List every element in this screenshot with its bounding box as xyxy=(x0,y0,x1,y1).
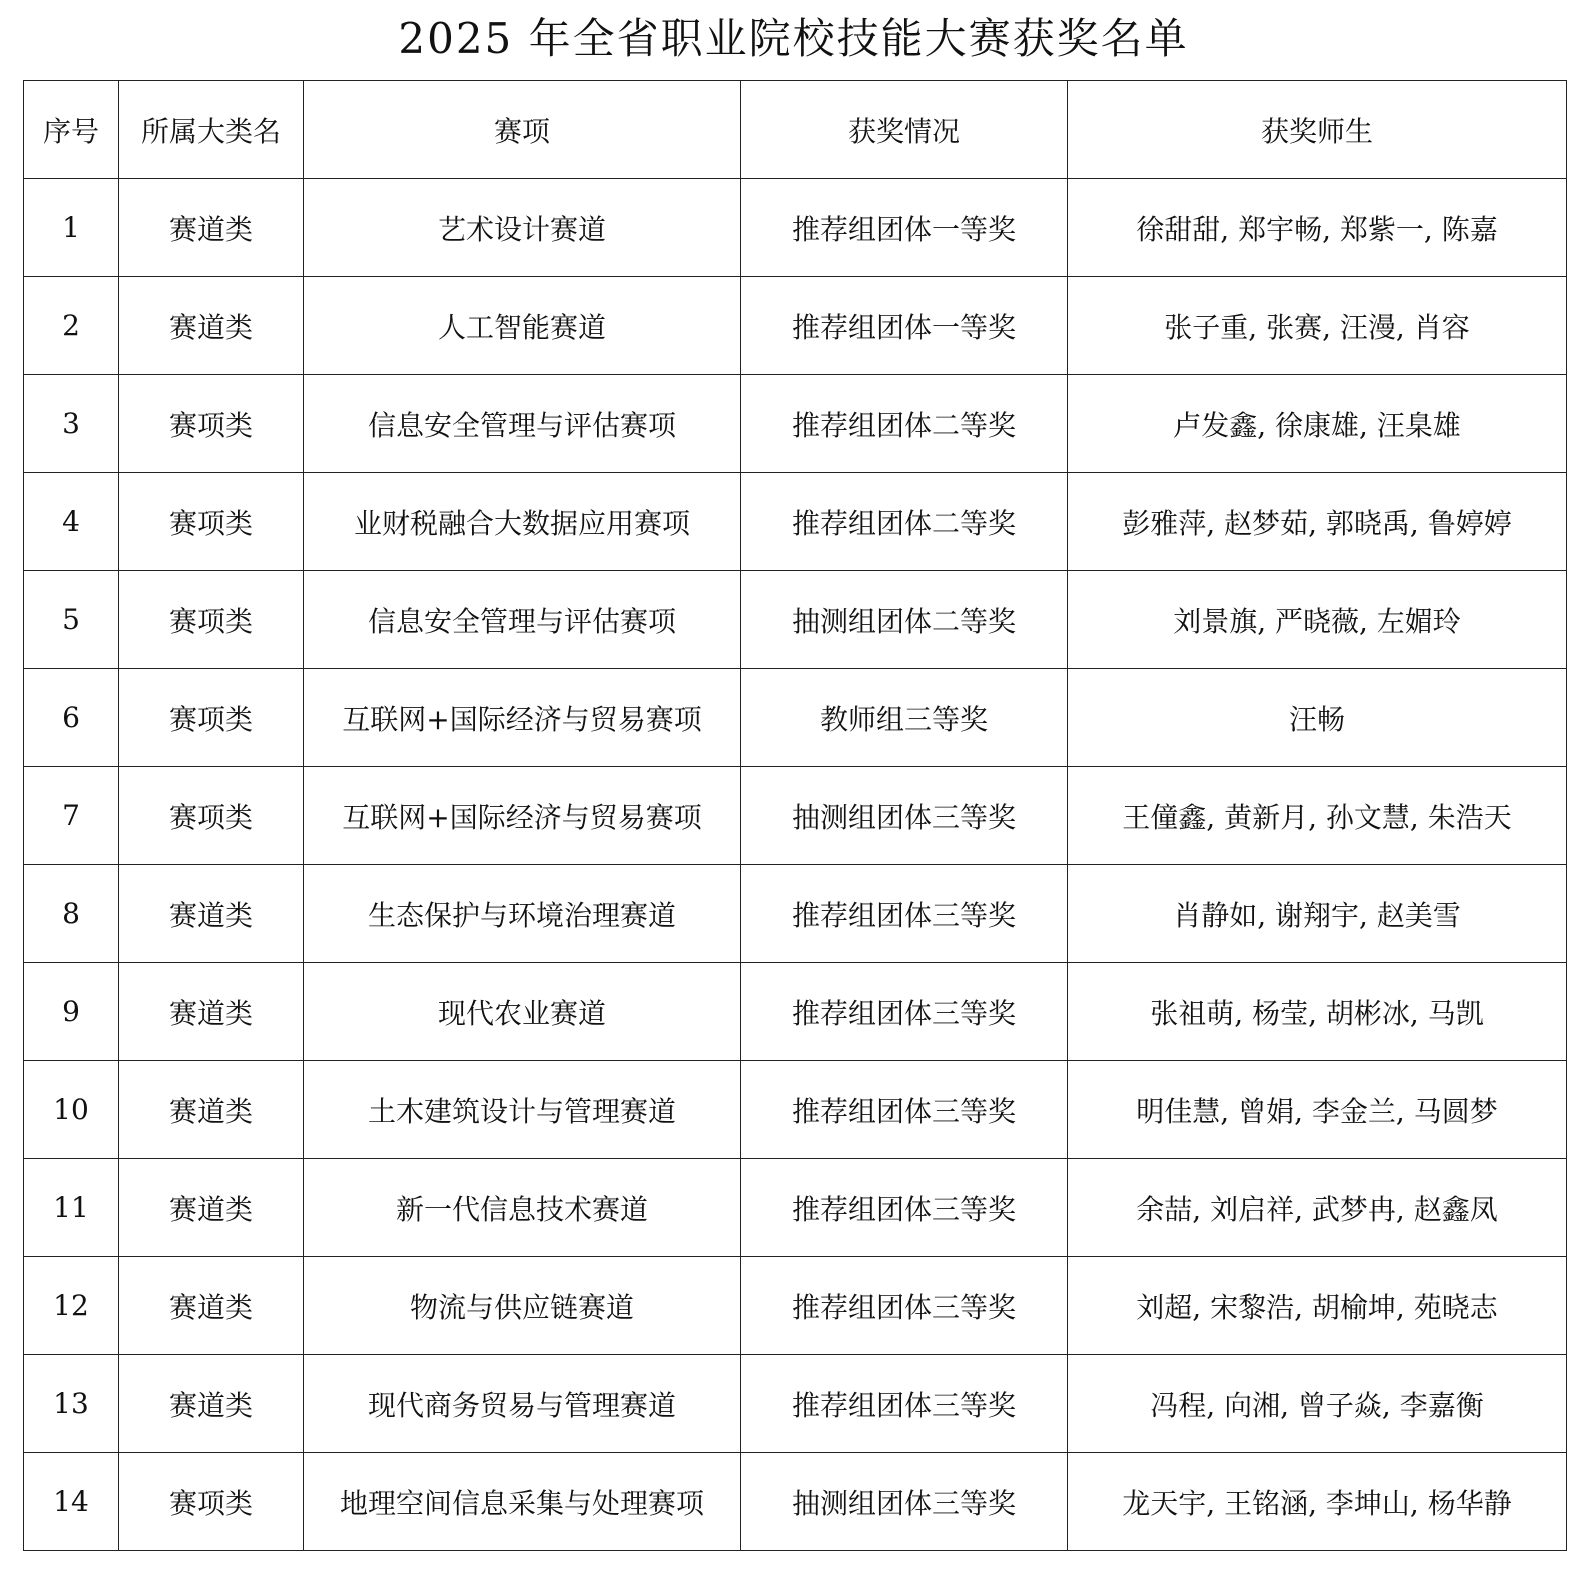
cell-award: 教师组三等奖 xyxy=(741,669,1068,767)
cell-no: 10 xyxy=(24,1061,119,1159)
cell-event: 生态保护与环境治理赛道 xyxy=(304,865,741,963)
cell-no: 6 xyxy=(24,669,119,767)
cell-event: 现代农业赛道 xyxy=(304,963,741,1061)
cell-winners: 肖静如, 谢翔宇, 赵美雪 xyxy=(1068,865,1567,963)
cell-category: 赛道类 xyxy=(119,179,304,277)
header-award: 获奖情况 xyxy=(741,81,1068,179)
cell-winners: 徐甜甜, 郑宇畅, 郑紫一, 陈嘉 xyxy=(1068,179,1567,277)
cell-category: 赛道类 xyxy=(119,1257,304,1355)
cell-no: 14 xyxy=(24,1453,119,1551)
cell-no: 1 xyxy=(24,179,119,277)
table-row xyxy=(24,375,1567,473)
cell-winners: 卢发鑫, 徐康雄, 汪臬雄 xyxy=(1068,375,1567,473)
header-no: 序号 xyxy=(24,81,119,179)
table-row xyxy=(24,1453,1567,1551)
cell-winners: 明佳慧, 曾娟, 李金兰, 马圆梦 xyxy=(1068,1061,1567,1159)
cell-award: 抽测组团体三等奖 xyxy=(741,767,1068,865)
cell-award: 推荐组团体三等奖 xyxy=(741,1257,1068,1355)
cell-category: 赛项类 xyxy=(119,375,304,473)
cell-category: 赛道类 xyxy=(119,865,304,963)
cell-winners: 汪畅 xyxy=(1068,669,1567,767)
cell-no: 9 xyxy=(24,963,119,1061)
cell-winners: 彭雅萍, 赵梦茹, 郭晓禹, 鲁婷婷 xyxy=(1068,473,1567,571)
cell-winners: 龙天宇, 王铭涵, 李坤山, 杨华静 xyxy=(1068,1453,1567,1551)
cell-event: 艺术设计赛道 xyxy=(304,179,741,277)
cell-category: 赛项类 xyxy=(119,571,304,669)
cell-no: 4 xyxy=(24,473,119,571)
cell-award: 推荐组团体一等奖 xyxy=(741,277,1068,375)
table-row xyxy=(24,571,1567,669)
table-row xyxy=(24,1061,1567,1159)
cell-event: 信息安全管理与评估赛项 xyxy=(304,571,741,669)
cell-event: 人工智能赛道 xyxy=(304,277,741,375)
table-row xyxy=(24,1257,1567,1355)
cell-winners: 王僮鑫, 黄新月, 孙文慧, 朱浩天 xyxy=(1068,767,1567,865)
cell-no: 3 xyxy=(24,375,119,473)
cell-award: 抽测组团体三等奖 xyxy=(741,1453,1068,1551)
cell-event: 信息安全管理与评估赛项 xyxy=(304,375,741,473)
table-row xyxy=(24,277,1567,375)
cell-award: 推荐组团体一等奖 xyxy=(741,179,1068,277)
cell-winners: 刘超, 宋黎浩, 胡榆坤, 苑晓志 xyxy=(1068,1257,1567,1355)
cell-category: 赛道类 xyxy=(119,963,304,1061)
header-category: 所属大类名 xyxy=(119,81,304,179)
header-row xyxy=(24,81,1567,179)
cell-no: 8 xyxy=(24,865,119,963)
cell-event: 现代商务贸易与管理赛道 xyxy=(304,1355,741,1453)
cell-category: 赛道类 xyxy=(119,1159,304,1257)
cell-no: 11 xyxy=(24,1159,119,1257)
cell-award: 推荐组团体二等奖 xyxy=(741,473,1068,571)
table-row xyxy=(24,669,1567,767)
table-row xyxy=(24,1355,1567,1453)
awards-table xyxy=(23,80,1567,1551)
cell-event: 新一代信息技术赛道 xyxy=(304,1159,741,1257)
cell-event: 物流与供应链赛道 xyxy=(304,1257,741,1355)
cell-winners: 刘景旗, 严晓薇, 左媚玲 xyxy=(1068,571,1567,669)
cell-event: 互联网+国际经济与贸易赛项 xyxy=(304,669,741,767)
cell-award: 推荐组团体三等奖 xyxy=(741,963,1068,1061)
cell-no: 7 xyxy=(24,767,119,865)
cell-category: 赛项类 xyxy=(119,473,304,571)
cell-category: 赛道类 xyxy=(119,1355,304,1453)
table-row xyxy=(24,1159,1567,1257)
cell-event: 互联网+国际经济与贸易赛项 xyxy=(304,767,741,865)
cell-winners: 余喆, 刘启祥, 武梦冉, 赵鑫凤 xyxy=(1068,1159,1567,1257)
cell-event: 土木建筑设计与管理赛道 xyxy=(304,1061,741,1159)
page-title: 2025 年全省职业院校技能大赛获奖名单 xyxy=(398,14,1189,63)
cell-award: 推荐组团体三等奖 xyxy=(741,1355,1068,1453)
cell-award: 抽测组团体二等奖 xyxy=(741,571,1068,669)
header-winners: 获奖师生 xyxy=(1068,81,1567,179)
table-row xyxy=(24,767,1567,865)
cell-no: 12 xyxy=(24,1257,119,1355)
cell-event: 地理空间信息采集与处理赛项 xyxy=(304,1453,741,1551)
cell-no: 13 xyxy=(24,1355,119,1453)
cell-no: 5 xyxy=(24,571,119,669)
cell-category: 赛道类 xyxy=(119,1061,304,1159)
cell-category: 赛项类 xyxy=(119,767,304,865)
table-row xyxy=(24,963,1567,1061)
cell-no: 2 xyxy=(24,277,119,375)
table-row xyxy=(24,473,1567,571)
cell-award: 推荐组团体三等奖 xyxy=(741,1159,1068,1257)
cell-winners: 张祖萌, 杨莹, 胡彬冰, 马凯 xyxy=(1068,963,1567,1061)
cell-winners: 张子重, 张赛, 汪漫, 肖容 xyxy=(1068,277,1567,375)
cell-category: 赛项类 xyxy=(119,1453,304,1551)
cell-event: 业财税融合大数据应用赛项 xyxy=(304,473,741,571)
cell-winners: 冯程, 向湘, 曾子焱, 李嘉衡 xyxy=(1068,1355,1567,1453)
table-row xyxy=(24,179,1567,277)
cell-award: 推荐组团体三等奖 xyxy=(741,865,1068,963)
cell-category: 赛道类 xyxy=(119,277,304,375)
cell-award: 推荐组团体三等奖 xyxy=(741,1061,1068,1159)
cell-award: 推荐组团体二等奖 xyxy=(741,375,1068,473)
cell-category: 赛项类 xyxy=(119,669,304,767)
table-row xyxy=(24,865,1567,963)
header-event: 赛项 xyxy=(304,81,741,179)
